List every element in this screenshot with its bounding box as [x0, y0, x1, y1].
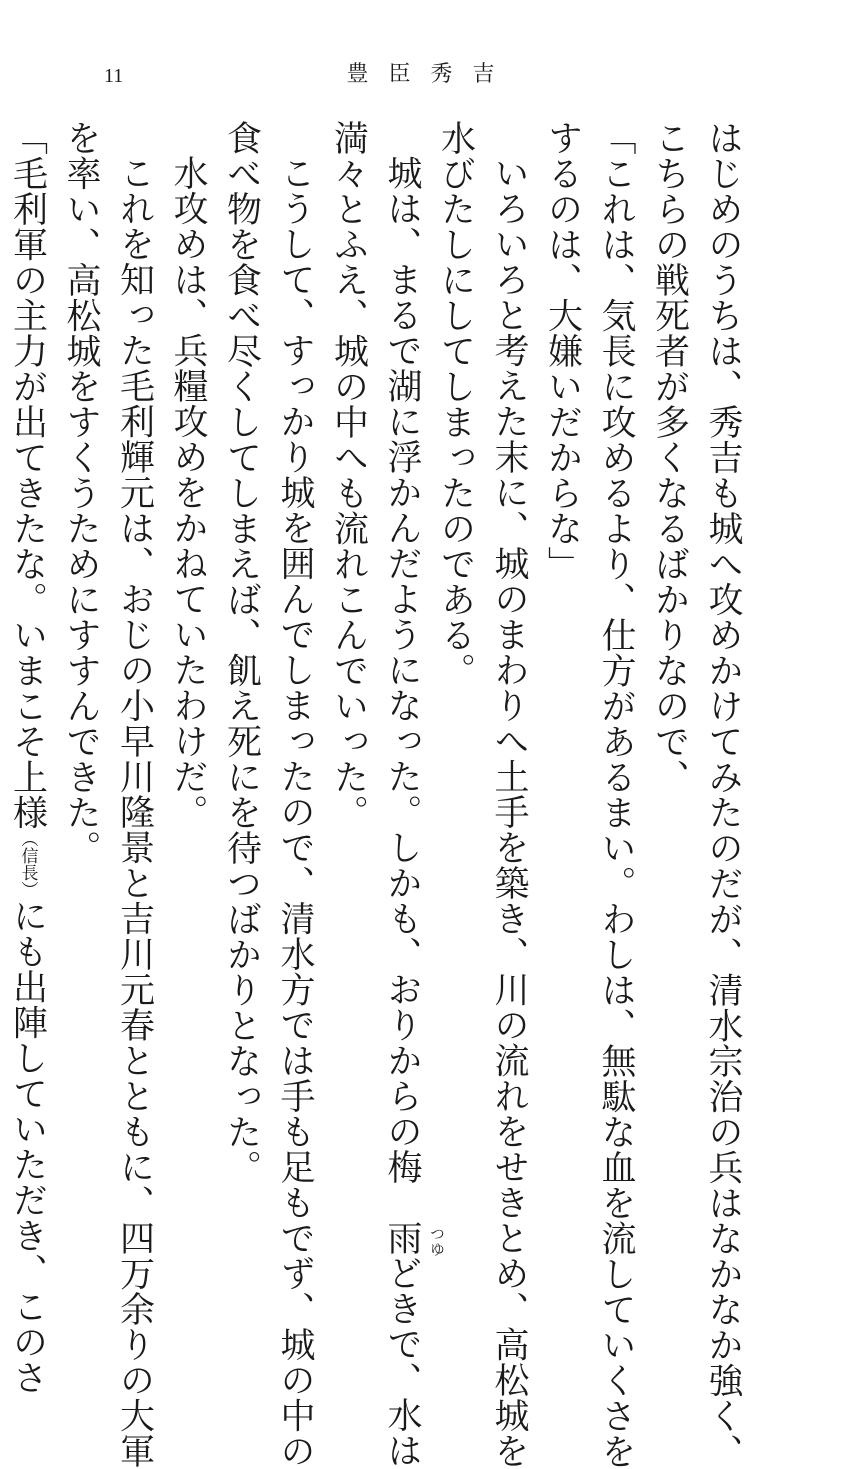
- ruby-reading: つゆ: [428, 1225, 446, 1257]
- text-column: いろいろと考えた末に、城のまわりへ土手を築き、川の流れをせきとめ、高松城を: [489, 155, 529, 1469]
- text-column-with-ruby: [375, 120, 446, 1468]
- inline-note: （信長）: [17, 830, 38, 898]
- ruby-base: 雨: [382, 1219, 422, 1255]
- text-segment: 「毛利軍の主力が出てきたな。いまこそ上様: [7, 120, 48, 830]
- text-segment: どきで、水は: [382, 1255, 422, 1468]
- text-column: するのは、大嫌いだからな」: [542, 120, 583, 582]
- text-segment: 城は、まるで湖に浮かんだようになった。しかも、おりからの梅: [382, 155, 422, 1185]
- text-column: こうして、すっかり城を囲んでしまったので、清水方では手も足もでず、城の中の: [275, 155, 315, 1469]
- running-title: 豊臣秀吉: [346, 62, 515, 87]
- text-column: を率い、高松城をすくうためにすすんできた。: [61, 120, 101, 866]
- text-column: 水びたしにしてしまったのである。: [435, 120, 476, 688]
- text-column: 食べ物を食べ尽くしてしまえば、飢え死にを待つばかりとなった。: [221, 120, 262, 1185]
- text-column: これを知った毛利輝元は、おじの小早川隆景と吉川元春とともに、四万余りの大軍: [114, 155, 155, 1469]
- text-segment: にも出陣していただき、このさ: [7, 898, 48, 1395]
- text-column: 「これは、気長に攻めるより、仕方があるまい。わしは、無駄な血を流していくさを: [596, 120, 636, 1469]
- page-number: 11: [104, 65, 124, 87]
- ruby-word: [375, 1185, 446, 1257]
- text-column-with-note: [0, 120, 54, 1395]
- body-text: [0, 120, 749, 1469]
- text-column: はじめのうちは、秀吉も城へ攻めかけてみたのだが、清水宗治の兵はなかなか強く、: [703, 120, 743, 1469]
- text-column: 満々とふえ、城の中へも流れこんでいった。: [328, 120, 369, 830]
- text-column: 水攻めは、兵糧攻めをかねていたわけだ。: [168, 155, 208, 830]
- text-column: こちらの戦死者が多くなるばかりなので、: [649, 120, 690, 795]
